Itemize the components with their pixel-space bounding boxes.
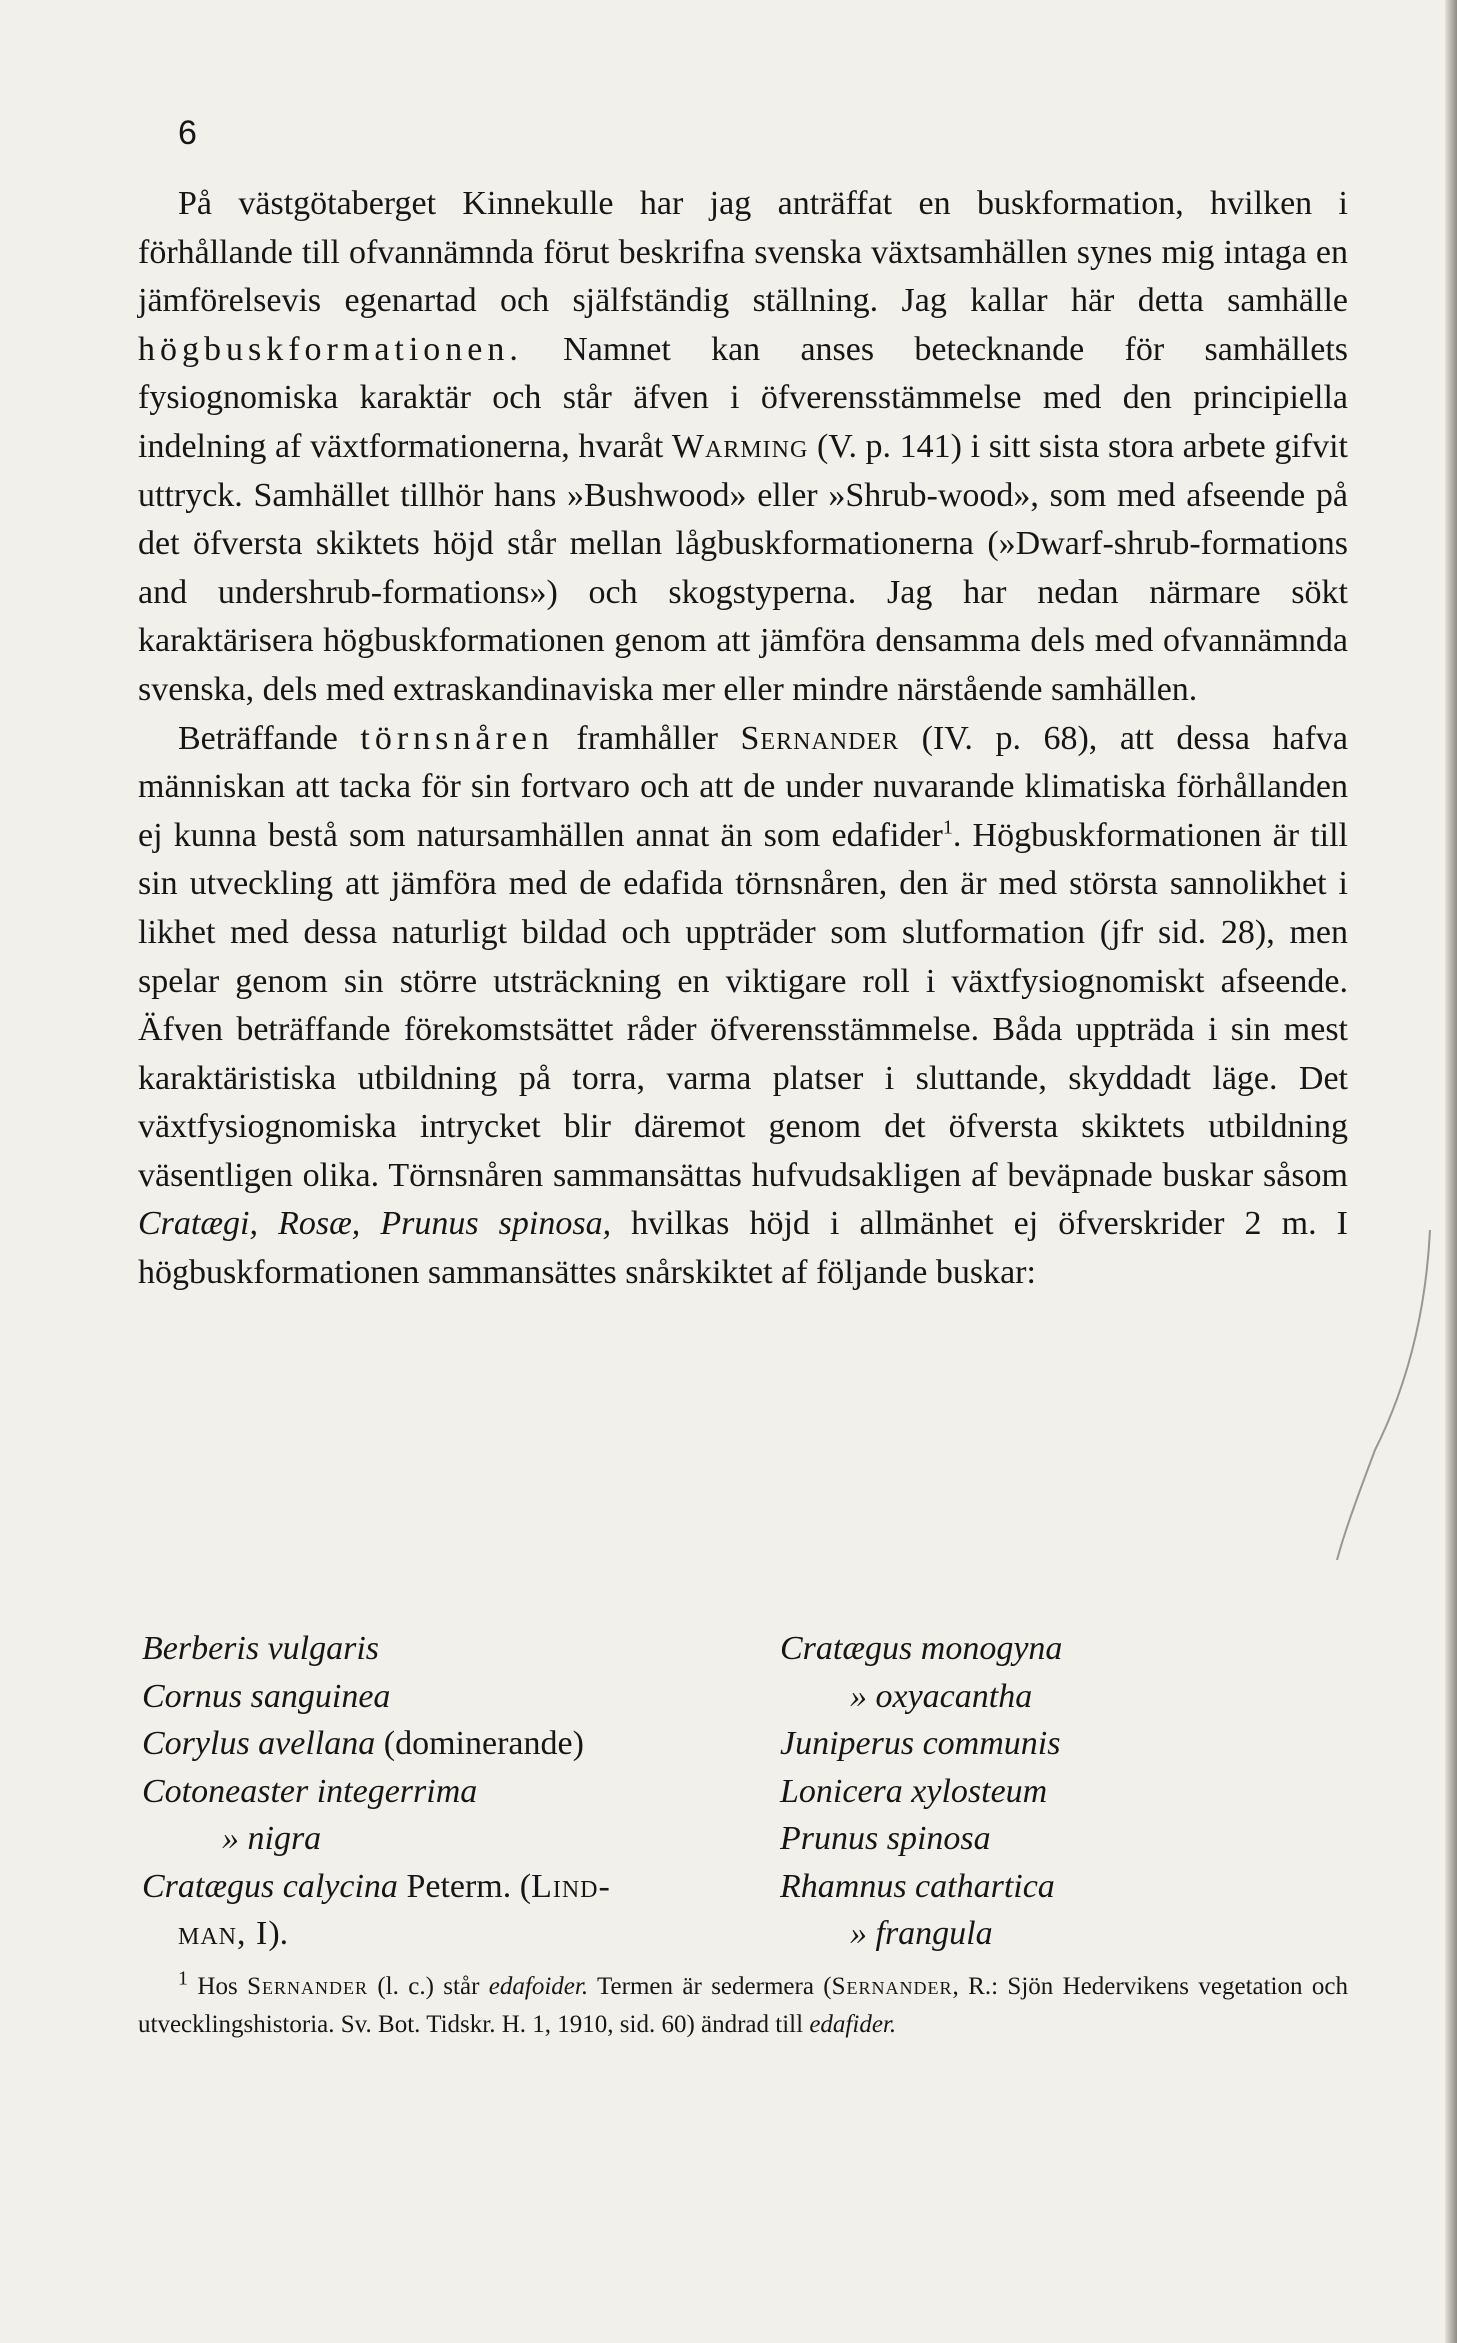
species-item (780, 1815, 1340, 1863)
page-edge-shadow (1445, 0, 1457, 2343)
species-name: Cotoneaster integerrima (142, 1772, 478, 1810)
species-item (780, 1625, 1340, 1673)
term-hogbuskformationen: högbuskformationen. (138, 330, 523, 368)
species-item (142, 1768, 742, 1816)
species-item (142, 1625, 742, 1673)
paragraph-1-text-b: Namnet kan anses betecknande för samhällets fysiognomiska karaktär och står äfven i öfverensstämmelse med den principiella indelning af växtformationerna, hvaråt (138, 330, 1348, 465)
species-name: Corylus avellana (142, 1725, 376, 1762)
footnote-term: edafoider. (488, 1973, 589, 2000)
species-item (780, 1910, 1340, 1958)
term-tornsnaren: törnsnåren (360, 719, 554, 757)
author-lindman-cont: man, I (178, 1915, 269, 1952)
footnote-text-d: , R.: Sjön Hedervikens vegetation och utvecklingshistoria. Sv. Bot. Tidskr. H. 1, 1910, sid. 60) ändrad till (138, 1973, 1348, 2038)
paragraph-1-text-a: På västgötaberget Kinnekulle har jag anträffat en buskformation, hvilken i förhållande till ofvannämnda förut beskrifna svenska växtsamhällen synes mig intaga en jämförelsevis egenartad och själfständig ställning. Jag kallar här detta samhälle (138, 185, 1348, 320)
species-item (142, 1863, 742, 1911)
species-note: ). (268, 1915, 289, 1952)
paragraph-2-text-c: (IV. p. 68), att dessa hafva människan att tacka för sin fortvaro och att de under nuvarande klimatiska förhållanden ej kunna bestå som natursamhällen annat än som edafider (138, 719, 1348, 854)
species-name: Prunus spinosa (780, 1820, 991, 1857)
footnote-reference: 1 (942, 816, 953, 839)
pencil-mark (1335, 1230, 1435, 1570)
footnote-text-b: (l. c.) står (367, 1973, 489, 2000)
species-name: Rhamnus cathartica (780, 1867, 1055, 1905)
page-number: 6 (178, 114, 197, 152)
paragraph-1 (138, 180, 1348, 715)
species-column-left (142, 1625, 742, 1958)
species-name: » nigra (222, 1820, 322, 1857)
species-name: Berberis vulgaris (142, 1630, 380, 1667)
footnote-term: edafider. (809, 2011, 897, 2038)
footnote-text (138, 1968, 1348, 2044)
footnote (138, 1968, 1348, 2044)
species-name: Cornus sanguinea (142, 1677, 391, 1715)
body-text (138, 180, 1348, 1298)
species-name: Cratægus monogyna (780, 1630, 1063, 1667)
footnote-text-c: Termen är sedermera ( (588, 1973, 832, 2000)
footnote-author: Sernander (831, 1973, 953, 2000)
species-name: Lonicera xylosteum (780, 1772, 1048, 1810)
footnote-text-a: Hos (188, 1973, 248, 2000)
author-lindman: Lind- (531, 1867, 611, 1905)
author-warming: Warming (671, 427, 809, 465)
footnote-mark: 1 (178, 1967, 188, 1990)
footnote-author: Sernander (247, 1973, 368, 2000)
paragraph-2-text-b: framhåller (553, 719, 741, 757)
species-note: Peterm. ( (397, 1867, 532, 1905)
author-sernander: Sernander (740, 719, 900, 757)
species-item (780, 1768, 1340, 1816)
species-item (780, 1673, 1340, 1721)
species-inline: Cratægi, Rosæ, Prunus spinosa, (138, 1205, 612, 1243)
species-item (142, 1673, 742, 1721)
species-name: Cratægus calycina (142, 1867, 398, 1905)
paragraph-2-text-e: hvilkas höjd i allmänhet ej öfverskrider 2 m. I högbuskformationen sammansättes snårskiktet af följande buskar: (138, 1205, 1348, 1292)
species-item (780, 1720, 1340, 1768)
species-item (142, 1720, 742, 1768)
paragraph-2-text-d: . Högbuskformationen är till sin utveckling att jämföra med de edafida törnsnåren, den är med största sannolikhet i likhet med dessa naturligt bildad och uppträder som slutformation (jfr sid. 28), men spelar genom sin större utsträckning en viktigare roll i växtfysiognomiskt afseende. Äfven beträffande förekomstsättet råder öfverensstämmelse. Båda uppträda i sin mest karaktäristiska utbildning på torra, varma platser i sluttande, skyddadt läge. Det växtfysiognomiska intrycket blir däremot genom det öfversta skiktets utbildning väsentligen olika. Törnsnåren sammansättas hufvudsakligen af beväpnade buskar såsom (138, 816, 1348, 1194)
paragraph-1-text-c: (V. p. 141) i sitt sista stora arbete gifvit uttryck. Samhället tillhör hans »Bushwood» eller »Shrub-wood», som med afseende på det öfversta skiktets höjd står mellan lågbuskformationerna (»Dwarf-shrub-formations and undershrub-formations») och skogstyperna. Jag har nedan närmare sökt karaktärisera högbuskformationen genom att jämföra densamma dels med ofvannämnda svenska, dels med extraskandinaviska mer eller mindre närstående samhällen. (138, 427, 1348, 708)
species-note: (dominerande) (375, 1725, 584, 1762)
species-name: » oxyacantha (850, 1677, 1033, 1715)
species-name: » frangula (850, 1915, 993, 1952)
species-item (142, 1910, 742, 1958)
species-item (780, 1863, 1340, 1911)
species-column-right (780, 1625, 1340, 1958)
paragraph-2 (138, 715, 1348, 1298)
species-item (142, 1815, 742, 1863)
paragraph-2-text-a: Beträffande (178, 719, 361, 757)
species-name: Juniperus communis (780, 1725, 1061, 1762)
